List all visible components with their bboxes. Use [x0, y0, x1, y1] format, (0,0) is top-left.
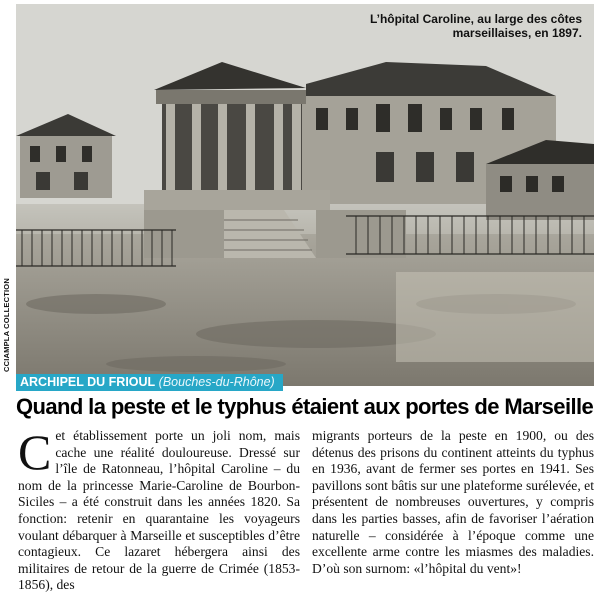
hospital-illustration	[16, 4, 594, 386]
article-headline: Quand la peste et le typhus étaient aux portes de Marseille	[16, 394, 594, 419]
hospital-photo	[16, 4, 594, 386]
location-region: (Bouches-du-Rhône)	[158, 375, 275, 389]
article-column-right	[312, 428, 594, 577]
location-tag	[16, 374, 283, 391]
location-name: ARCHIPEL DU FRIOUL	[20, 375, 156, 389]
photo-caption: L’hôpital Caroline, au large des côtes marseillaises, en 1897.	[369, 12, 582, 40]
photo-credit: CCIAMPLA COLLECTION	[2, 278, 11, 372]
drop-cap: C	[18, 424, 52, 480]
article-text-left: et établissement porte un joli nom, mais cache une réalité douloureuse. Dressé sur l’île de Ratonneau, l’hôpital Caroline – du nom de la princesse Marie-Caroline de Bourbon-Siciles – a été construit dans les années 1820. Sa fonction: retenir en quarantaine les voyageurs voulant débarquer à Marseille et susceptibles d’être contagieux. Ce lazaret hébergera ainsi des militaires de retour de la guerre de Crimée (1853-1856), des	[18, 428, 300, 593]
article-text-right: migrants porteurs de la peste en 1900, ou des détenus des prisons du continent atteints du typhus en 1936, avant de fermer ses portes en 1941. Ses pavillons sont bâtis sur une plateforme surélevée, et présentent de nombreuses ouvertures, y compris dans les parties basses, afin de favoriser l’aération naturelle – considérée à l’époque comme une excellente arme contre les miasmes des maladies. D’où son surnom: «l’hôpital du vent»!	[312, 428, 594, 576]
article-column-left	[18, 424, 300, 594]
